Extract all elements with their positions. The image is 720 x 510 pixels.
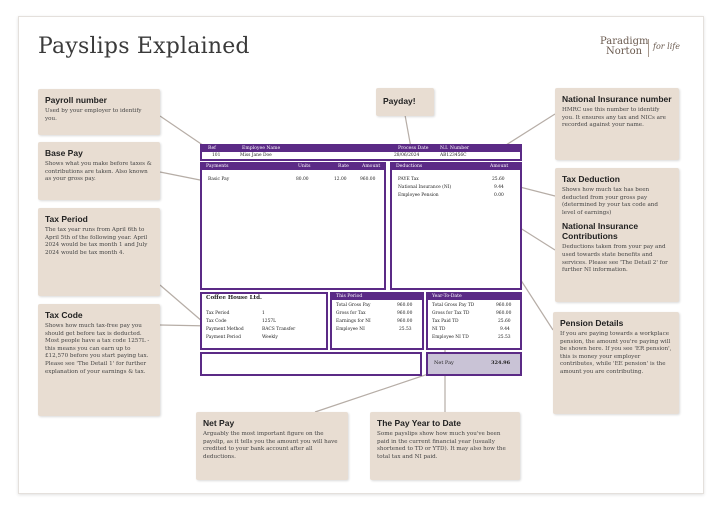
payslip-header-labels: Ref Employee Name Process Date N.I. Number (202, 146, 520, 152)
ytd-row-label: NI TD (432, 327, 446, 332)
ni-number-value: AB123456C (440, 153, 467, 158)
company-row-label: Payment Period (206, 335, 241, 340)
ref-value: 101 (212, 153, 221, 158)
payslip-message-box (200, 352, 422, 376)
this-period-row-label: Earnings for NI (336, 319, 371, 324)
this-period-row-value: 960.00 (397, 303, 413, 308)
company-row-label: Payment Method (206, 327, 244, 332)
note-pay-year-to-date: The Pay Year to Date Some payslips show how much you've been paid in the current financial year (usually shortened to TD or YTD). It may also how the total tax and NI paid. (370, 412, 520, 480)
note-pension-details: Pension Details If you are paying towards a workplace pension, the amount you're paying will be shown here. If you see 'ER pension', this is money your employer contributes, while 'EE pension' is the amount you are contributing. (553, 312, 679, 414)
this-period-row-label: Total Gross Pay (336, 303, 371, 308)
deduction-row-amount: 9.44 (494, 185, 504, 190)
this-period-row-value: 960.00 (397, 311, 413, 316)
payslip (196, 144, 522, 376)
company-name: Coffee House Ltd. (206, 295, 262, 301)
ytd-row-value: 25.60 (498, 319, 511, 324)
deduction-row-amount: 0.00 (494, 193, 504, 198)
ytd-row-label: Tax Paid TD (432, 319, 459, 324)
this-period-row-value: 960.00 (397, 319, 413, 324)
note-tax-code: Tax Code Shows how much tax-free pay you should get before tax is deducted. Most people have a tax code 1257L - this means you can earn up to £12,570 before you start paying tax. Please see 'The Detail 1' for further explanation of your earnings & tax. (38, 304, 160, 416)
ytd-row-value: 960.00 (496, 303, 512, 308)
this-period-row-value: 25.53 (399, 327, 412, 332)
ytd-row-value: 9.44 (500, 327, 510, 332)
payment-row-units: 80.00 (296, 177, 309, 182)
net-pay-value: 324.96 (491, 360, 511, 366)
company-row-value: BACS Transfer (262, 327, 296, 332)
ytd-row-value: 960.00 (496, 311, 512, 316)
ytd-row-value: 25.53 (498, 335, 511, 340)
deduction-row-label: PAYE Tax (398, 177, 419, 182)
process-date-value: 28/06/2024 (394, 153, 420, 158)
note-base-pay: Base Pay Shows what you make before taxes & contributions are taken. Also known as your gross pay. (38, 142, 160, 200)
company-row-label: Tax Code (206, 319, 227, 324)
payment-row-label: Basic Pay (208, 177, 230, 182)
ytd-row-label: Total Gross Pay TD (432, 303, 475, 308)
company-row-value: 1 (262, 311, 265, 316)
payments-header: Payments Units Rate Amount (202, 164, 384, 170)
this-period-row-label: Employee NI (336, 327, 365, 332)
page-title: Payslips Explained (38, 34, 250, 59)
employee-name-value: Miss Jane Doe (240, 153, 272, 158)
note-tax-deduction: Tax Deduction Shows how much tax has been deducted from your gross pay (determined by your tax code and level of earnings) National Insurance Contributions Deductions taken from your pay and used towards state benefits and services. Please see 'The Detail 2' for further NI information. (555, 168, 679, 302)
ytd-row-label: Gross for Tax TD (432, 311, 470, 316)
note-net-pay: Net Pay Arguably the most important figure on the payslip, as it tells you the amount you will have credited to your bank account after all deductions. (196, 412, 348, 480)
note-payroll-number: Payroll number Used by your employer to identify you. (38, 89, 160, 135)
ytd-row-label: Employee NI TD (432, 335, 469, 340)
year-to-date-header: Year-To-Date (428, 294, 520, 300)
note-ni-contributions-text: Deductions taken from your pay and used towards state benefits and services. Please see 'The Detail 2' for further NI information. (562, 244, 668, 274)
payment-row-rate: 12.00 (334, 177, 347, 182)
deduction-row-label: National Insurance (NI) (398, 185, 452, 190)
deduction-row-label: Employee Pension (398, 193, 439, 198)
company-row-label: Tax Period (206, 311, 230, 316)
this-period-row-label: Gross for Tax (336, 311, 366, 316)
note-payday: Payday! (376, 88, 434, 116)
this-period-header: This Period (332, 294, 422, 300)
payment-row-amount: 960.00 (360, 177, 376, 182)
note-tax-period: Tax Period The tax year runs from April 6th to April 5th of the following year. April 2024 would be tax month 1 and July 2024 would be tax month 4. (38, 208, 160, 296)
net-pay-label: Net Pay (434, 360, 454, 366)
note-ni-number: National Insurance number HMRC use this number to identify you. It ensures any tax and NICs are recorded against your name. (555, 88, 679, 160)
note-ni-contributions-title: National Insurance Contributions (562, 221, 639, 242)
deductions-header: Deductions Amount (392, 164, 520, 170)
company-row-value: Weekly (262, 335, 278, 340)
deduction-row-amount: 25.60 (492, 177, 505, 182)
company-logo: Paradigm Norton for life (600, 36, 680, 57)
company-row-value: 1257L (262, 319, 277, 324)
